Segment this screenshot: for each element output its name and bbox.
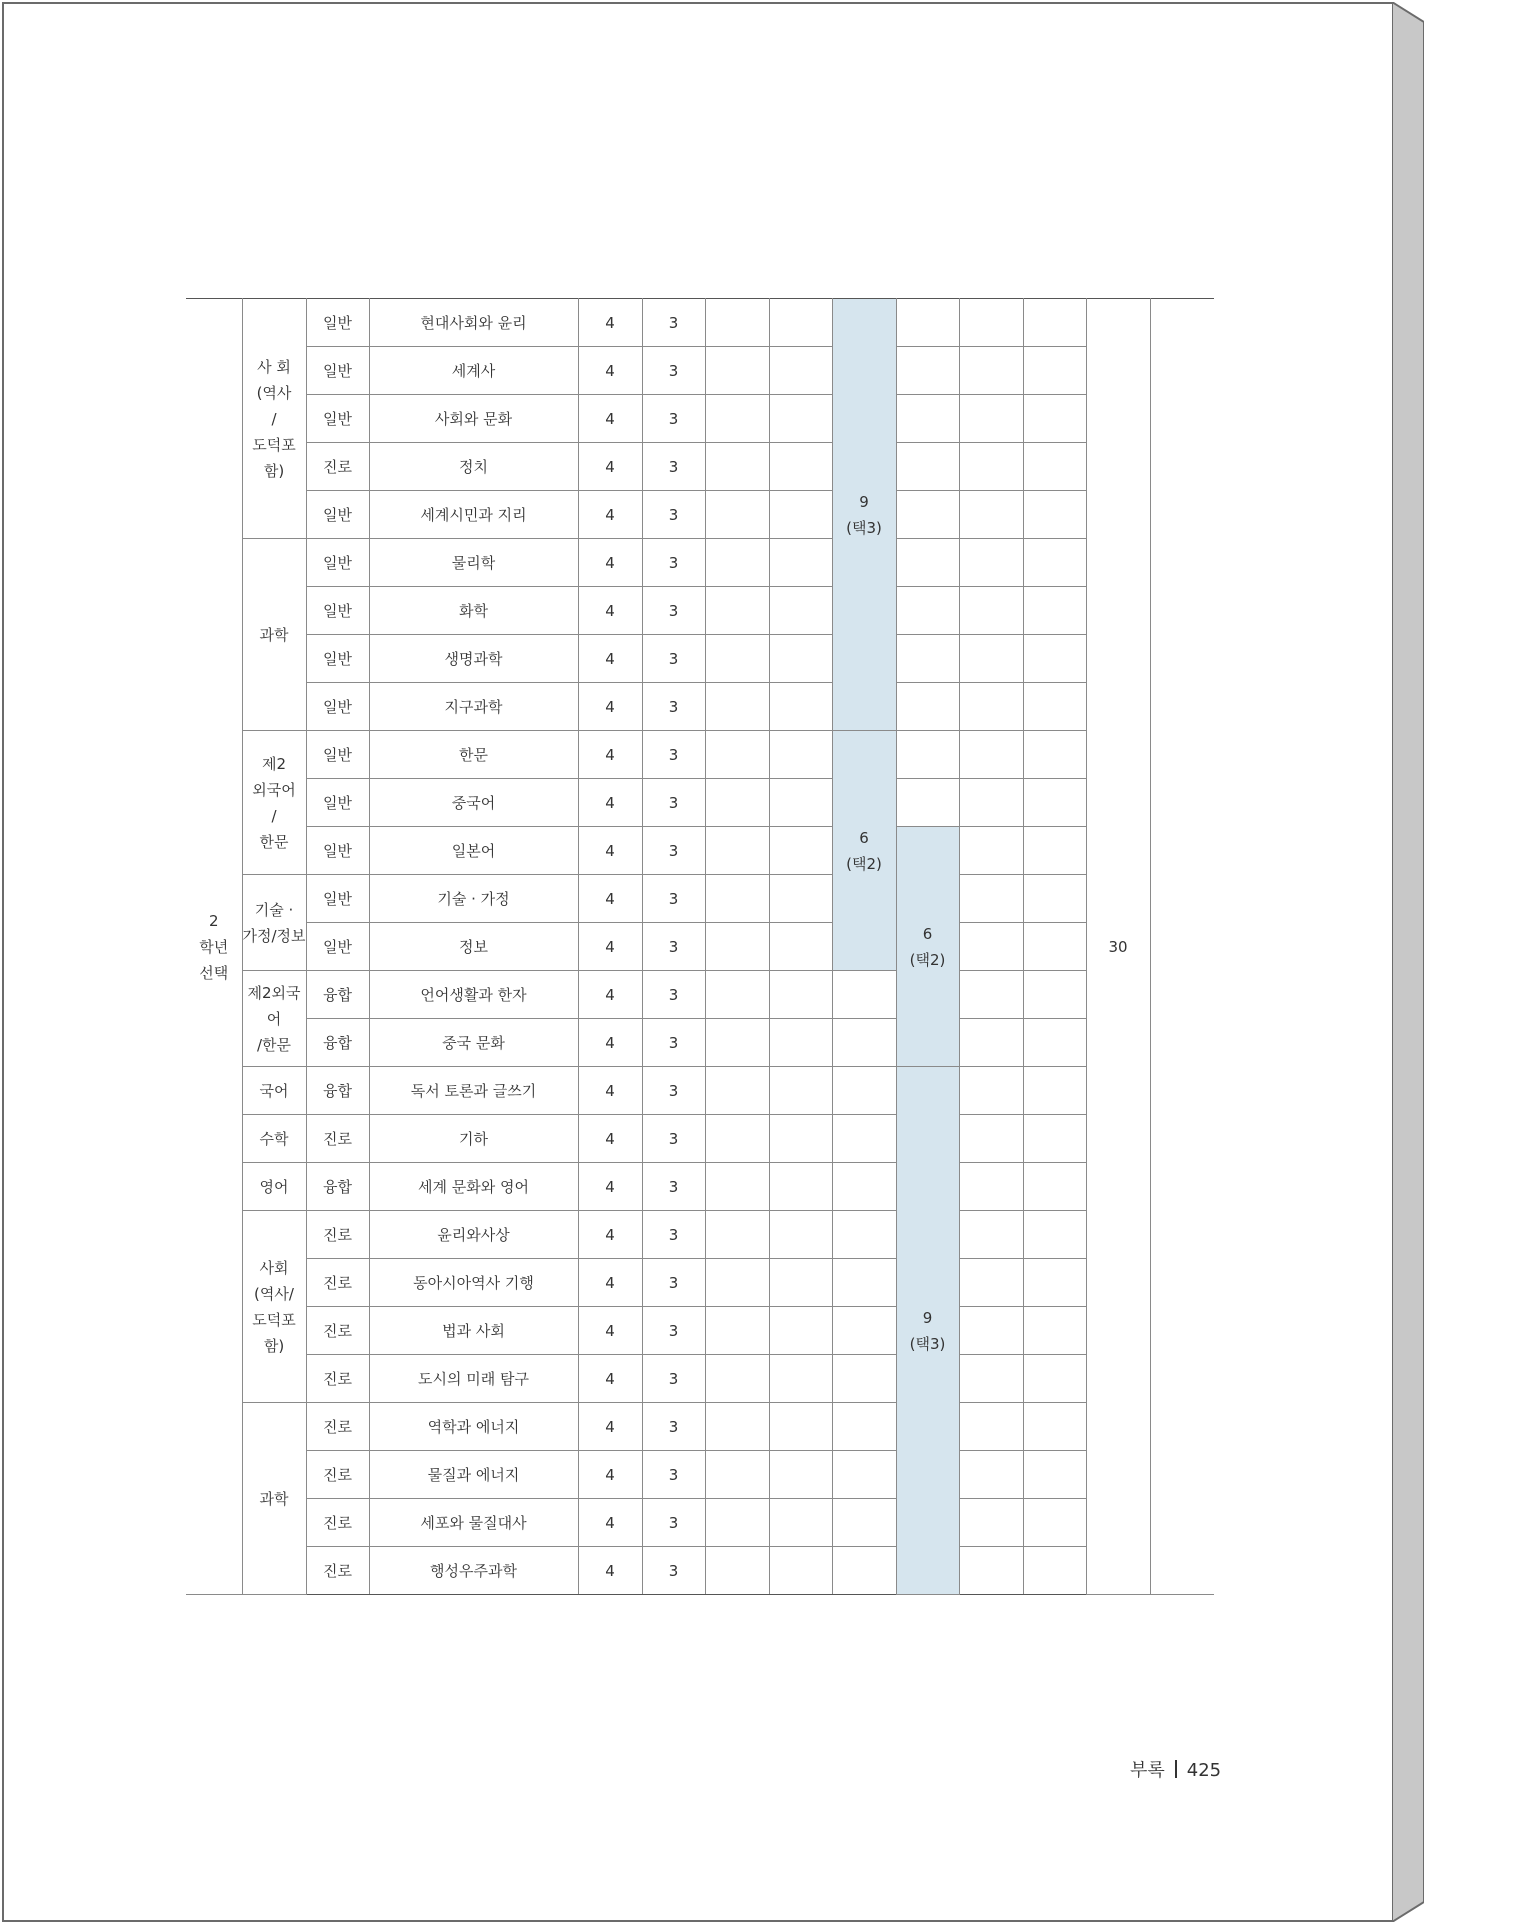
empty-cell: [769, 635, 832, 683]
empty-cell: [1023, 827, 1086, 875]
empty-cell: [1023, 1115, 1086, 1163]
type-cell: 진로: [306, 1307, 369, 1355]
empty-cell: [1023, 1547, 1086, 1595]
empty-cell: [769, 779, 832, 827]
empty-cell: [959, 1499, 1023, 1547]
empty-cell: [769, 587, 832, 635]
empty-cell: [705, 347, 769, 395]
empty-cell: [832, 1067, 896, 1115]
base-units-cell: 4: [578, 395, 642, 443]
empty-cell: [959, 1067, 1023, 1115]
empty-cell: [705, 731, 769, 779]
empty-cell: [896, 731, 959, 779]
type-cell: 일반: [306, 683, 369, 731]
base-units-cell: 4: [578, 779, 642, 827]
units-cell: 3: [642, 1211, 705, 1259]
type-cell: 융합: [306, 971, 369, 1019]
empty-cell: [832, 1163, 896, 1211]
empty-cell: [1023, 395, 1086, 443]
table-row: [186, 1067, 1214, 1115]
empty-cell: [1023, 923, 1086, 971]
units-cell: 3: [642, 827, 705, 875]
subject-cell: 역학과 에너지: [369, 1403, 578, 1451]
type-cell: 일반: [306, 539, 369, 587]
group-cell: 제2외국어 /한문: [242, 971, 306, 1067]
table-row: [186, 731, 1214, 779]
group-cell: 과학: [242, 1403, 306, 1595]
type-cell: 진로: [306, 1547, 369, 1595]
curriculum-table: [186, 298, 1214, 1595]
empty-cell: [832, 971, 896, 1019]
table-row: [186, 491, 1214, 539]
units-cell: 3: [642, 347, 705, 395]
base-units-cell: 4: [578, 587, 642, 635]
base-units-cell: 4: [578, 1019, 642, 1067]
empty-cell: [959, 731, 1023, 779]
selection-cell: 9 (택3): [832, 299, 896, 731]
units-cell: 3: [642, 587, 705, 635]
empty-cell: [705, 1115, 769, 1163]
empty-cell: [832, 1259, 896, 1307]
units-cell: 3: [642, 1355, 705, 1403]
table-row: [186, 1451, 1214, 1499]
base-units-cell: 4: [578, 635, 642, 683]
empty-cell: [769, 443, 832, 491]
table-row: [186, 587, 1214, 635]
empty-cell: [896, 779, 959, 827]
group-cell: 영어: [242, 1163, 306, 1211]
empty-cell: [705, 491, 769, 539]
empty-cell: [1023, 1019, 1086, 1067]
subject-cell: 정치: [369, 443, 578, 491]
selection-cell: 6 (택2): [832, 731, 896, 971]
table-row: [186, 779, 1214, 827]
subject-cell: 현대사회와 윤리: [369, 299, 578, 347]
type-cell: 진로: [306, 1403, 369, 1451]
type-cell: 융합: [306, 1019, 369, 1067]
base-units-cell: 4: [578, 827, 642, 875]
empty-cell: [705, 779, 769, 827]
type-cell: 일반: [306, 587, 369, 635]
empty-cell: [959, 635, 1023, 683]
table-row: [186, 923, 1214, 971]
empty-cell: [769, 1403, 832, 1451]
empty-cell: [959, 443, 1023, 491]
empty-cell: [705, 1307, 769, 1355]
empty-cell: [705, 1067, 769, 1115]
subject-cell: 세계 문화와 영어: [369, 1163, 578, 1211]
type-cell: 진로: [306, 1211, 369, 1259]
type-cell: 일반: [306, 731, 369, 779]
units-cell: 3: [642, 1019, 705, 1067]
units-cell: 3: [642, 1547, 705, 1595]
table-row: [186, 1355, 1214, 1403]
empty-cell: [1023, 1307, 1086, 1355]
units-cell: 3: [642, 491, 705, 539]
empty-cell: [1023, 587, 1086, 635]
empty-cell: [1150, 299, 1214, 1595]
base-units-cell: 4: [578, 299, 642, 347]
empty-cell: [1023, 299, 1086, 347]
empty-cell: [959, 1307, 1023, 1355]
type-cell: 일반: [306, 491, 369, 539]
empty-cell: [1023, 539, 1086, 587]
units-cell: 3: [642, 1259, 705, 1307]
empty-cell: [896, 587, 959, 635]
type-cell: 일반: [306, 347, 369, 395]
type-cell: 융합: [306, 1067, 369, 1115]
total-cell: 30: [1086, 299, 1150, 1595]
type-cell: 일반: [306, 395, 369, 443]
group-cell: 기술 · 가정/정보: [242, 875, 306, 971]
subject-cell: 독서 토론과 글쓰기: [369, 1067, 578, 1115]
empty-cell: [832, 1403, 896, 1451]
empty-cell: [705, 923, 769, 971]
empty-cell: [959, 779, 1023, 827]
empty-cell: [769, 923, 832, 971]
base-units-cell: 4: [578, 443, 642, 491]
base-units-cell: 4: [578, 875, 642, 923]
empty-cell: [959, 1115, 1023, 1163]
units-cell: 3: [642, 875, 705, 923]
empty-cell: [769, 1451, 832, 1499]
units-cell: 3: [642, 971, 705, 1019]
empty-cell: [959, 1355, 1023, 1403]
empty-cell: [896, 635, 959, 683]
empty-cell: [769, 299, 832, 347]
empty-cell: [769, 1163, 832, 1211]
empty-cell: [959, 299, 1023, 347]
base-units-cell: 4: [578, 1403, 642, 1451]
empty-cell: [1023, 779, 1086, 827]
table-row: [186, 347, 1214, 395]
subject-cell: 중국어: [369, 779, 578, 827]
empty-cell: [1023, 683, 1086, 731]
empty-cell: [769, 1307, 832, 1355]
empty-cell: [959, 1259, 1023, 1307]
empty-cell: [769, 1019, 832, 1067]
units-cell: 3: [642, 635, 705, 683]
empty-cell: [959, 923, 1023, 971]
page-edge-shadow: [1392, 2, 1424, 1922]
table-row: [186, 1115, 1214, 1163]
empty-cell: [705, 1163, 769, 1211]
empty-cell: [1023, 1259, 1086, 1307]
units-cell: 3: [642, 443, 705, 491]
empty-cell: [959, 875, 1023, 923]
empty-cell: [705, 971, 769, 1019]
empty-cell: [1023, 491, 1086, 539]
empty-cell: [769, 491, 832, 539]
subject-cell: 생명과학: [369, 635, 578, 683]
empty-cell: [1023, 971, 1086, 1019]
empty-cell: [1023, 1211, 1086, 1259]
empty-cell: [959, 1019, 1023, 1067]
empty-cell: [1023, 875, 1086, 923]
units-cell: 3: [642, 1163, 705, 1211]
subject-cell: 동아시아역사 기행: [369, 1259, 578, 1307]
type-cell: 진로: [306, 1451, 369, 1499]
group-cell: 제2 외국어 / 한문: [242, 731, 306, 875]
units-cell: 3: [642, 731, 705, 779]
page-number: 425: [1186, 1760, 1222, 1781]
empty-cell: [959, 1403, 1023, 1451]
table-row: [186, 1019, 1214, 1067]
type-cell: 일반: [306, 875, 369, 923]
units-cell: 3: [642, 779, 705, 827]
type-cell: 진로: [306, 1499, 369, 1547]
empty-cell: [1023, 731, 1086, 779]
empty-cell: [1023, 347, 1086, 395]
empty-cell: [769, 1211, 832, 1259]
empty-cell: [896, 539, 959, 587]
empty-cell: [959, 1547, 1023, 1595]
selection-cell: 6 (택2): [896, 827, 959, 1067]
type-cell: 진로: [306, 1115, 369, 1163]
empty-cell: [705, 299, 769, 347]
base-units-cell: 4: [578, 1307, 642, 1355]
empty-cell: [769, 1115, 832, 1163]
base-units-cell: 4: [578, 923, 642, 971]
units-cell: 3: [642, 1499, 705, 1547]
base-units-cell: 4: [578, 1067, 642, 1115]
table-row: [186, 875, 1214, 923]
type-cell: 진로: [306, 1355, 369, 1403]
empty-cell: [832, 1547, 896, 1595]
type-cell: 융합: [306, 1163, 369, 1211]
units-cell: 3: [642, 923, 705, 971]
subject-cell: 언어생활과 한자: [369, 971, 578, 1019]
base-units-cell: 4: [578, 1451, 642, 1499]
base-units-cell: 4: [578, 1259, 642, 1307]
type-cell: 진로: [306, 443, 369, 491]
table-row: [186, 1403, 1214, 1451]
group-cell: 사회 (역사/ 도덕포함): [242, 1211, 306, 1403]
group-cell: 사 회 (역사 / 도덕포함): [242, 299, 306, 539]
table-row: [186, 299, 1214, 347]
table-body: [186, 299, 1214, 1595]
empty-cell: [959, 827, 1023, 875]
base-units-cell: 4: [578, 1499, 642, 1547]
empty-cell: [769, 1355, 832, 1403]
empty-cell: [832, 1115, 896, 1163]
empty-cell: [769, 1499, 832, 1547]
table-row: [186, 1547, 1214, 1595]
empty-cell: [832, 1499, 896, 1547]
base-units-cell: 4: [578, 683, 642, 731]
empty-cell: [705, 1019, 769, 1067]
subject-cell: 일본어: [369, 827, 578, 875]
table-row: [186, 1307, 1214, 1355]
type-cell: 일반: [306, 635, 369, 683]
table-row: [186, 635, 1214, 683]
empty-cell: [896, 347, 959, 395]
empty-cell: [769, 875, 832, 923]
empty-cell: [896, 395, 959, 443]
empty-cell: [1023, 1499, 1086, 1547]
empty-cell: [705, 395, 769, 443]
base-units-cell: 4: [578, 1547, 642, 1595]
subject-cell: 세포와 물질대사: [369, 1499, 578, 1547]
empty-cell: [959, 395, 1023, 443]
empty-cell: [1023, 1355, 1086, 1403]
empty-cell: [769, 347, 832, 395]
empty-cell: [705, 635, 769, 683]
empty-cell: [832, 1307, 896, 1355]
type-cell: 일반: [306, 827, 369, 875]
base-units-cell: 4: [578, 1115, 642, 1163]
empty-cell: [705, 1211, 769, 1259]
empty-cell: [705, 875, 769, 923]
empty-cell: [769, 1547, 832, 1595]
empty-cell: [832, 1019, 896, 1067]
empty-cell: [896, 683, 959, 731]
table-row: [186, 683, 1214, 731]
subject-cell: 법과 사회: [369, 1307, 578, 1355]
empty-cell: [1023, 635, 1086, 683]
footer-divider: [1175, 1760, 1177, 1778]
empty-cell: [1023, 1163, 1086, 1211]
base-units-cell: 4: [578, 1355, 642, 1403]
units-cell: 3: [642, 683, 705, 731]
empty-cell: [896, 491, 959, 539]
subject-cell: 정보: [369, 923, 578, 971]
units-cell: 3: [642, 1115, 705, 1163]
subject-cell: 물리학: [369, 539, 578, 587]
base-units-cell: 4: [578, 1211, 642, 1259]
table-row: [186, 539, 1214, 587]
base-units-cell: 4: [578, 731, 642, 779]
empty-cell: [769, 827, 832, 875]
empty-cell: [705, 539, 769, 587]
empty-cell: [769, 395, 832, 443]
empty-cell: [1023, 1067, 1086, 1115]
empty-cell: [705, 1355, 769, 1403]
table-row: [186, 1259, 1214, 1307]
subject-cell: 한문: [369, 731, 578, 779]
empty-cell: [959, 683, 1023, 731]
empty-cell: [959, 1163, 1023, 1211]
subject-cell: 도시의 미래 탐구: [369, 1355, 578, 1403]
empty-cell: [769, 539, 832, 587]
subject-cell: 중국 문화: [369, 1019, 578, 1067]
type-cell: 진로: [306, 1259, 369, 1307]
empty-cell: [959, 971, 1023, 1019]
units-cell: 3: [642, 539, 705, 587]
empty-cell: [832, 1211, 896, 1259]
empty-cell: [959, 1211, 1023, 1259]
type-cell: 일반: [306, 779, 369, 827]
empty-cell: [705, 827, 769, 875]
base-units-cell: 4: [578, 347, 642, 395]
subject-cell: 사회와 문화: [369, 395, 578, 443]
empty-cell: [769, 971, 832, 1019]
subject-cell: 행성우주과학: [369, 1547, 578, 1595]
empty-cell: [959, 491, 1023, 539]
type-cell: 일반: [306, 923, 369, 971]
base-units-cell: 4: [578, 1163, 642, 1211]
empty-cell: [959, 347, 1023, 395]
empty-cell: [959, 539, 1023, 587]
base-units-cell: 4: [578, 539, 642, 587]
base-units-cell: 4: [578, 971, 642, 1019]
page-footer: [1130, 1756, 1221, 1782]
empty-cell: [959, 587, 1023, 635]
subject-cell: 세계시민과 지리: [369, 491, 578, 539]
group-cell: 과학: [242, 539, 306, 731]
group-cell: 수학: [242, 1115, 306, 1163]
units-cell: 3: [642, 1307, 705, 1355]
units-cell: 3: [642, 395, 705, 443]
table-row: [186, 827, 1214, 875]
footer-section-label: 부록: [1130, 1760, 1165, 1781]
type-cell: 일반: [306, 299, 369, 347]
empty-cell: [832, 1355, 896, 1403]
table-row: [186, 1163, 1214, 1211]
empty-cell: [705, 683, 769, 731]
subject-cell: 윤리와사상: [369, 1211, 578, 1259]
subject-cell: 세계사: [369, 347, 578, 395]
subject-cell: 화학: [369, 587, 578, 635]
empty-cell: [1023, 1451, 1086, 1499]
empty-cell: [769, 683, 832, 731]
subject-cell: 기하: [369, 1115, 578, 1163]
subject-cell: 기술 · 가정: [369, 875, 578, 923]
empty-cell: [1023, 443, 1086, 491]
empty-cell: [705, 1403, 769, 1451]
table-row: [186, 1211, 1214, 1259]
table-row: [186, 443, 1214, 491]
table-row: [186, 1499, 1214, 1547]
units-cell: 3: [642, 1451, 705, 1499]
empty-cell: [769, 1067, 832, 1115]
empty-cell: [896, 443, 959, 491]
group-cell: 국어: [242, 1067, 306, 1115]
table-row: [186, 971, 1214, 1019]
empty-cell: [705, 443, 769, 491]
units-cell: 3: [642, 299, 705, 347]
empty-cell: [705, 1259, 769, 1307]
empty-cell: [832, 1451, 896, 1499]
subject-cell: 물질과 에너지: [369, 1451, 578, 1499]
empty-cell: [705, 587, 769, 635]
table-row: [186, 395, 1214, 443]
base-units-cell: 4: [578, 491, 642, 539]
selection-cell: 9 (택3): [896, 1067, 959, 1595]
empty-cell: [769, 731, 832, 779]
empty-cell: [1023, 1403, 1086, 1451]
subject-cell: 지구과학: [369, 683, 578, 731]
empty-cell: [705, 1499, 769, 1547]
units-cell: 3: [642, 1067, 705, 1115]
empty-cell: [705, 1451, 769, 1499]
empty-cell: [896, 299, 959, 347]
empty-cell: [769, 1259, 832, 1307]
empty-cell: [705, 1547, 769, 1595]
empty-cell: [959, 1451, 1023, 1499]
grade-cell: 2 학년 선택: [186, 299, 242, 1595]
units-cell: 3: [642, 1403, 705, 1451]
